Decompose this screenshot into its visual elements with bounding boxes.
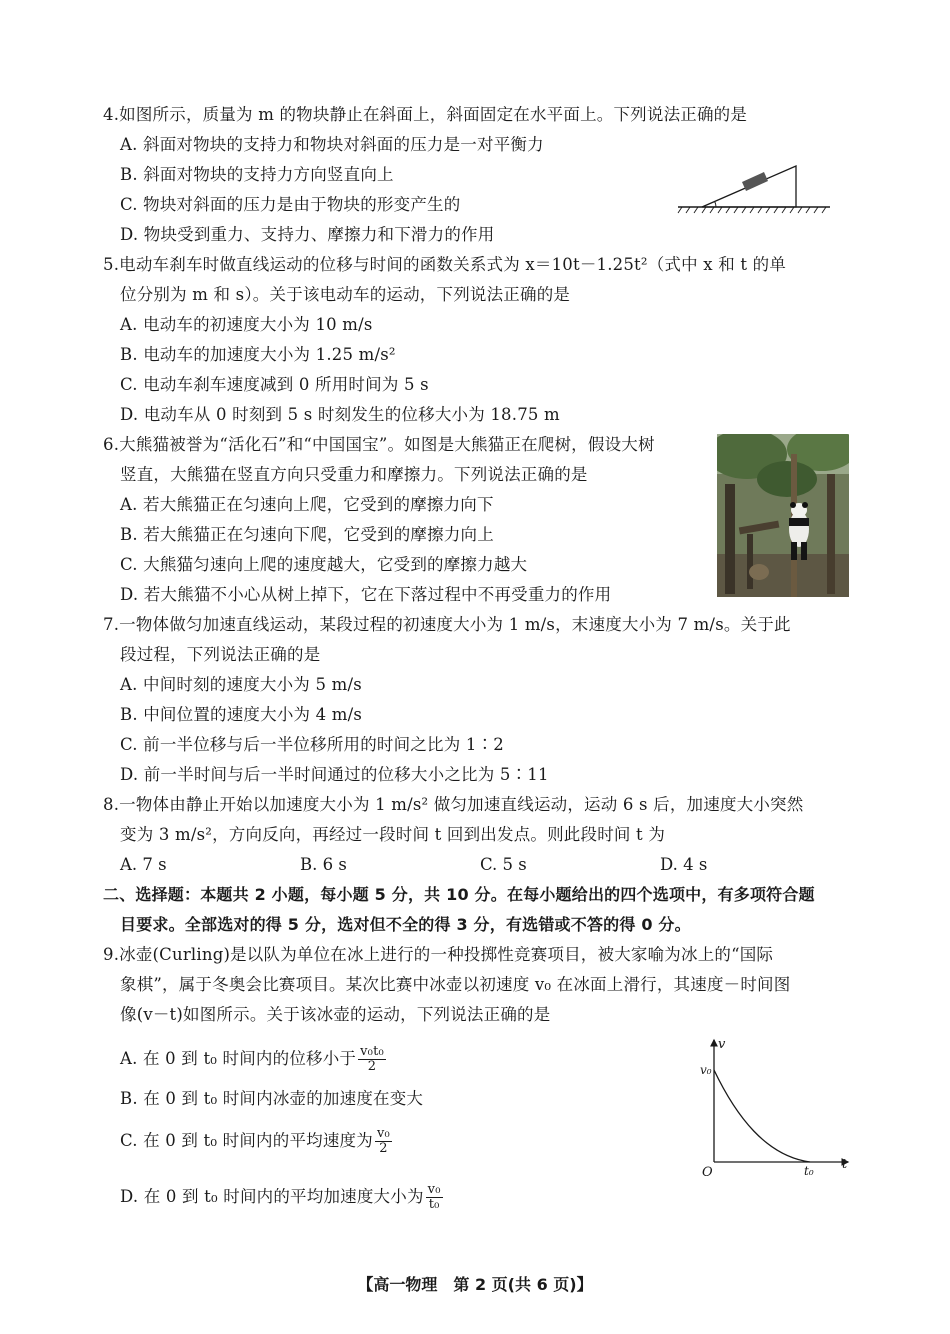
q6-option-b: B. 若大熊猫正在匀速向下爬，它受到的摩擦力向上 <box>120 525 494 544</box>
q6-option-c: C. 大熊猫匀速向上爬的速度越大，它受到的摩擦力越大 <box>120 555 528 574</box>
q8-stem-line2: 变为 3 m/s²，方向反向，再经过一段时间 t 回到出发点。则此段时间 t 为 <box>120 825 666 844</box>
q9-option-c-text: C. 在 0 到 t₀ 时间内的平均速度为 <box>120 1131 373 1150</box>
q9-stem-line1: 9.冰壶(Curling)是以队为单位在冰上进行的一种投掷性竞赛项目，被大家喻为冰上的“国际 <box>103 945 774 964</box>
q5-stem-line1: 5.电动车刹车时做直线运动的位移与时间的函数关系式为 x＝10t－1.25t²（式中 x 和 t 的单 <box>103 255 787 274</box>
fraction-denominator: 2 <box>379 1141 388 1156</box>
section2-heading-line2: 目要求。全部选对的得 5 分，选对但不全的得 3 分，有选错或不答的得 0 分。 <box>120 915 691 934</box>
graph-t0-label: t₀ <box>804 1164 814 1178</box>
fraction-numerator: v₀t₀ <box>360 1044 384 1059</box>
q6-option-a: A. 若大熊猫正在匀速向上爬，它受到的摩擦力向下 <box>120 495 494 514</box>
q9-option-c <box>120 1126 392 1156</box>
graph-t-axis-label: t <box>842 1157 848 1172</box>
fraction-denominator: t₀ <box>428 1197 440 1212</box>
q9-option-b: B. 在 0 到 t₀ 时间内冰壶的加速度在变大 <box>120 1089 424 1108</box>
q5-option-d: D. 电动车从 0 时刻到 5 s 时刻发生的位移大小为 18.75 m <box>120 405 560 424</box>
graph-origin-label: O <box>702 1165 713 1180</box>
incline-figure <box>676 160 836 215</box>
q9-option-a-text: A. 在 0 到 t₀ 时间内的位移小于 <box>120 1049 357 1068</box>
fraction-numerator: v₀ <box>376 1126 390 1141</box>
q6-stem-line1: 6.大熊猫被誉为“活化石”和“中国国宝”。如图是大熊猫正在爬树，假设大树 <box>103 435 655 454</box>
q9-stem-line2: 象棋”，属于冬奥会比赛项目。某次比赛中冰壶以初速度 v₀ 在冰面上滑行，其速度－时间图 <box>120 975 791 994</box>
q9-option-a <box>120 1044 386 1074</box>
q9-option-c-fraction <box>375 1127 392 1156</box>
q8-option-c: C. 5 s <box>480 855 527 874</box>
q7-option-b: B. 中间位置的速度大小为 4 m/s <box>120 705 363 724</box>
page-footer: 【高一物理 第 2 页(共 6 页)】 <box>357 1275 593 1294</box>
q6-stem-line2: 竖直，大熊猫在竖直方向只受重力和摩擦力。下列说法正确的是 <box>120 465 588 484</box>
q9-option-d <box>120 1182 443 1212</box>
graph-v0-label: v₀ <box>700 1063 712 1077</box>
q4-option-b: B. 斜面对物块的支持力方向竖直向上 <box>120 165 394 184</box>
q4-option-a: A. 斜面对物块的支持力和物块对斜面的压力是一对平衡力 <box>120 135 544 154</box>
q9-option-d-fraction <box>426 1183 443 1212</box>
q7-option-a: A. 中间时刻的速度大小为 5 m/s <box>120 675 362 694</box>
q7-option-c: C. 前一半位移与后一半位移所用的时间之比为 1∶2 <box>120 735 504 754</box>
q8-stem-line1: 8.一物体由静止开始以加速度大小为 1 m/s² 做匀加速直线运动，运动 6 s 后，加速度大小突然 <box>103 795 804 814</box>
q5-option-a: A. 电动车的初速度大小为 10 m/s <box>120 315 373 334</box>
q7-stem-line1: 7.一物体做匀加速直线运动，某段过程的初速度大小为 1 m/s，末速度大小为 7 m/s。关于此 <box>103 615 791 634</box>
q7-option-d: D. 前一半时间与后一半时间通过的位移大小之比为 5∶11 <box>120 765 549 784</box>
q5-option-b: B. 电动车的加速度大小为 1.25 m/s² <box>120 345 396 364</box>
q9-stem-line3: 像(v－t)如图所示。关于该冰壶的运动，下列说法正确的是 <box>120 1005 551 1024</box>
q9-option-a-fraction <box>358 1045 386 1074</box>
panda-climbing-photo <box>717 434 849 597</box>
graph-v-axis-label: v <box>718 1037 726 1052</box>
q8-option-a: A. 7 s <box>120 855 167 874</box>
section2-heading-line1: 二、选择题：本题共 2 小题，每小题 5 分，共 10 分。在每小题给出的四个选项中，有多项符合题 <box>103 885 815 904</box>
fraction-numerator: v₀ <box>427 1182 441 1197</box>
q8-option-d: D. 4 s <box>660 855 708 874</box>
q8-options-row <box>120 854 840 876</box>
q4-option-c: C. 物块对斜面的压力是由于物块的形变产生的 <box>120 195 461 214</box>
q6-option-d: D. 若大熊猫不小心从树上掉下，它在下落过程中不再受重力的作用 <box>120 585 612 604</box>
q5-option-c: C. 电动车刹车速度减到 0 所用时间为 5 s <box>120 375 429 394</box>
q7-stem-line2: 段过程，下列说法正确的是 <box>120 645 321 664</box>
q4-option-d: D. 物块受到重力、支持力、摩擦力和下滑力的作用 <box>120 225 495 244</box>
q8-option-b: B. 6 s <box>300 855 347 874</box>
q4-stem: 4.如图所示，质量为 m 的物块静止在斜面上，斜面固定在水平面上。下列说法正确的是 <box>103 105 748 124</box>
velocity-time-graph <box>696 1036 856 1180</box>
q9-option-d-text: D. 在 0 到 t₀ 时间内的平均加速度大小为 <box>120 1187 424 1206</box>
q5-stem-line2: 位分别为 m 和 s）。关于该电动车的运动，下列说法正确的是 <box>120 285 571 304</box>
fraction-denominator: 2 <box>367 1059 377 1074</box>
